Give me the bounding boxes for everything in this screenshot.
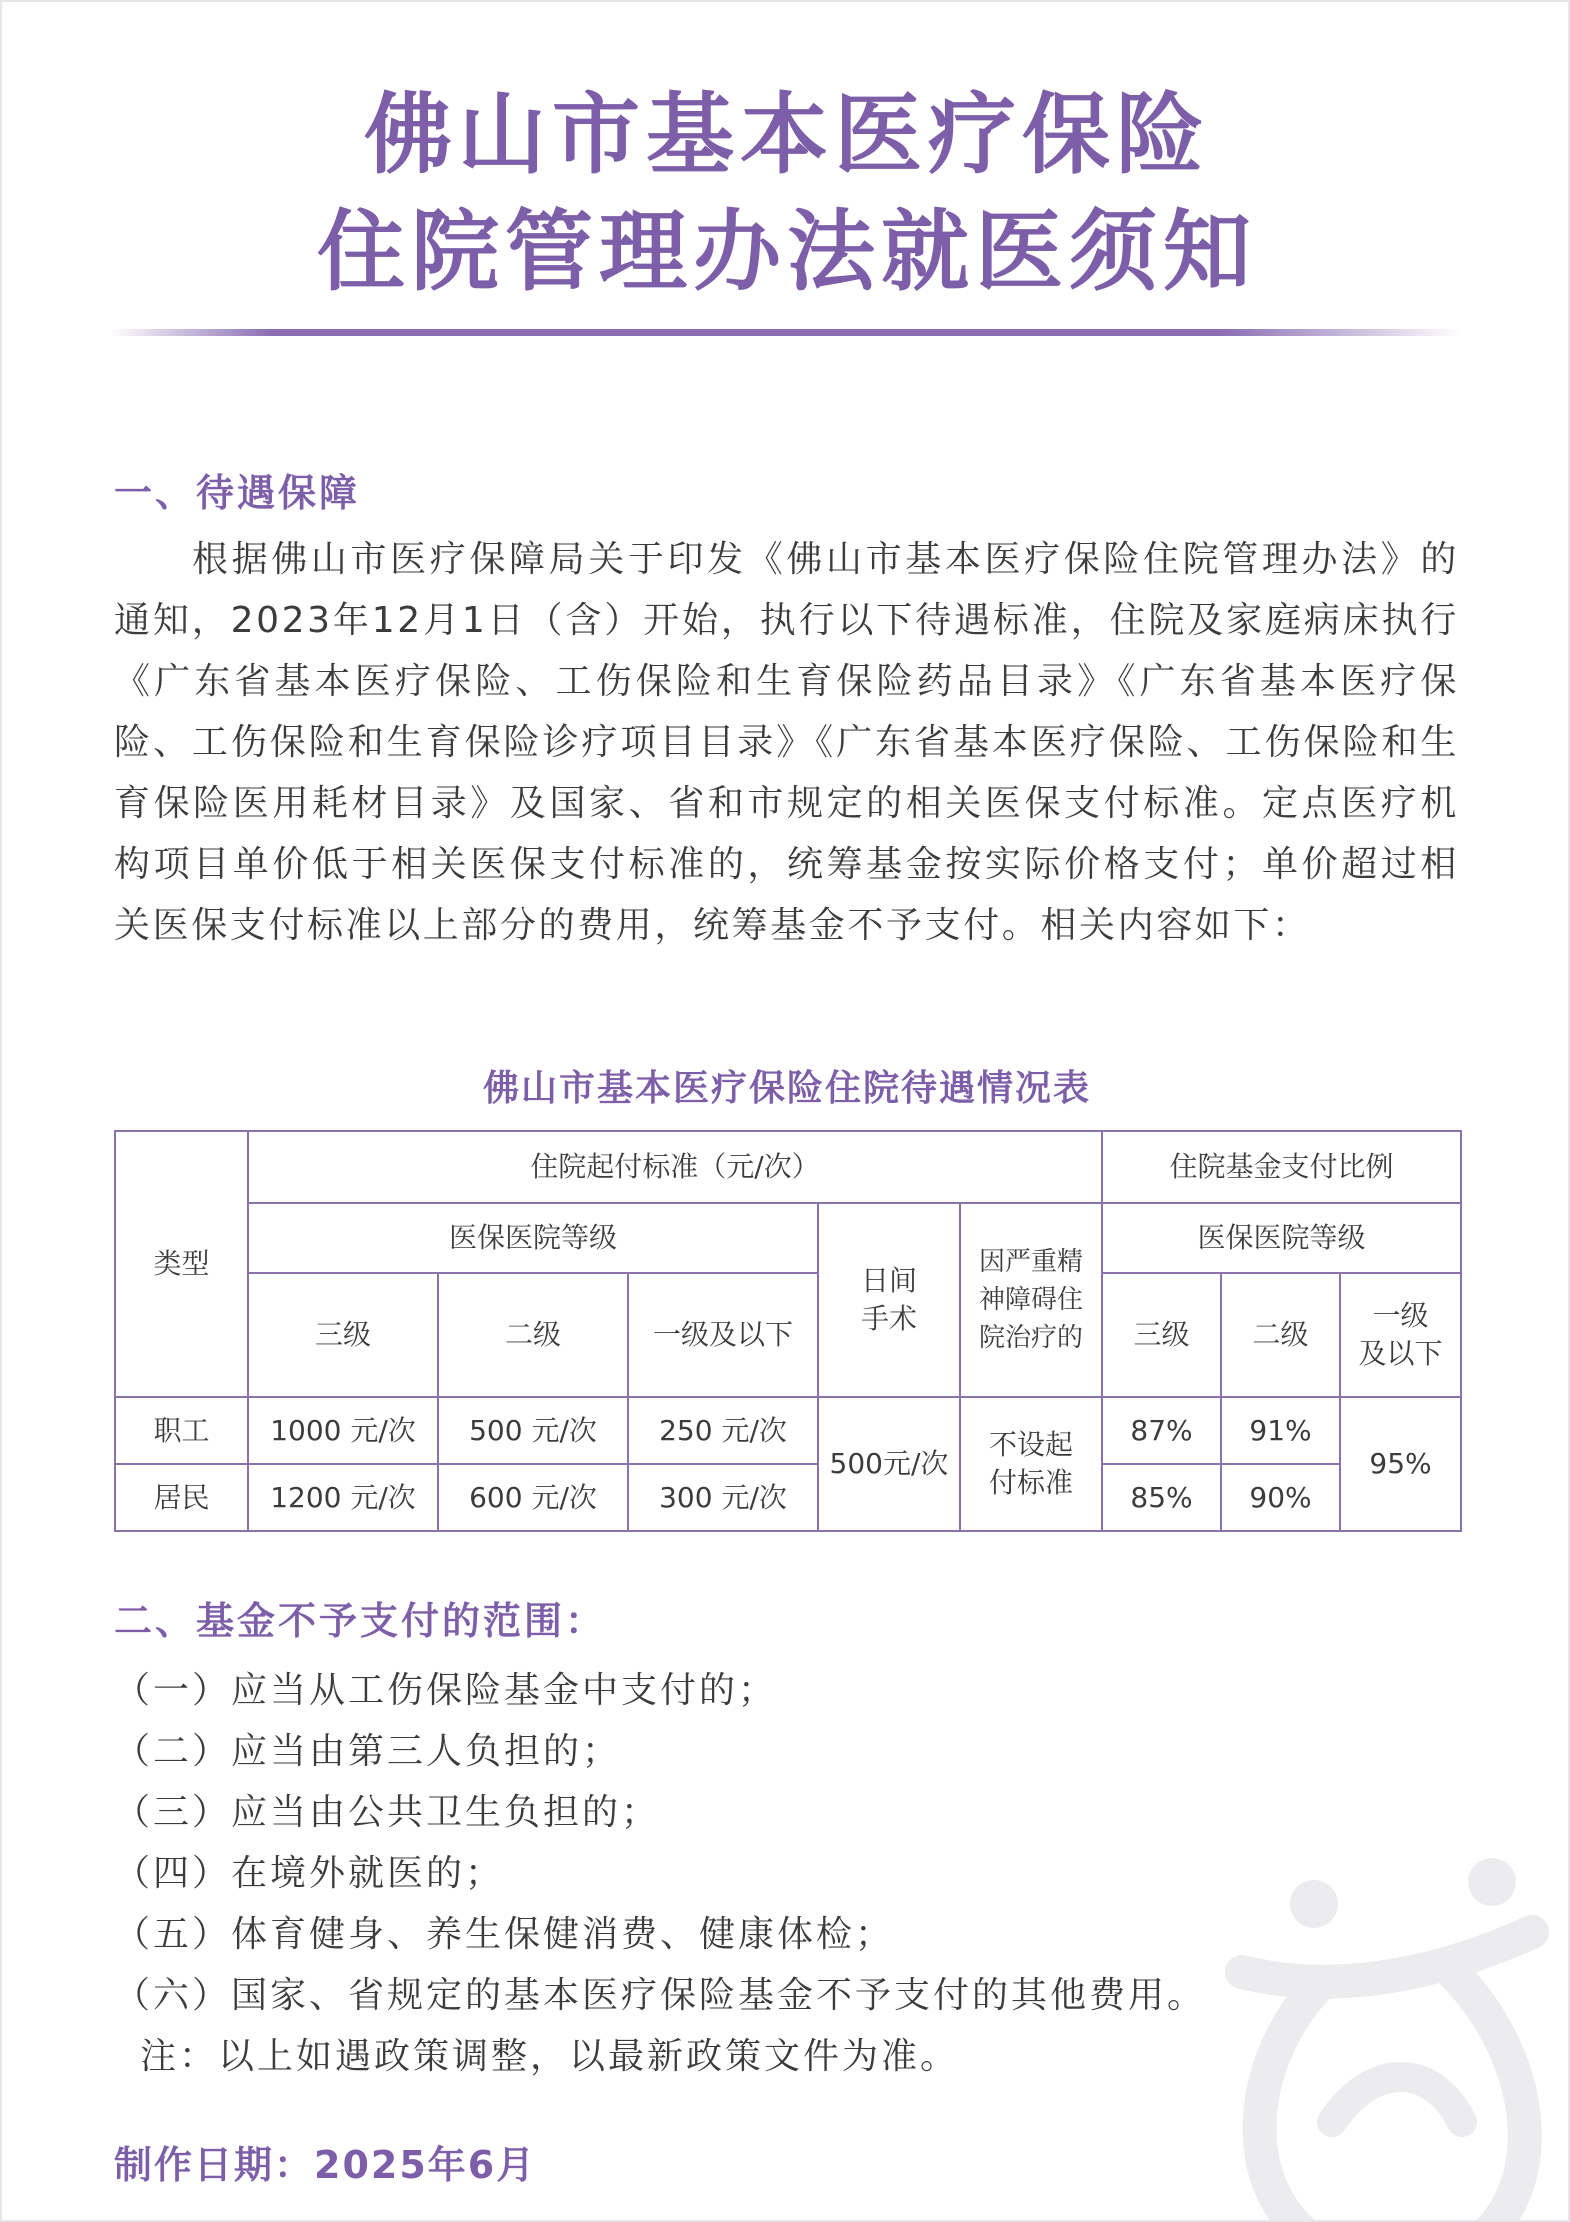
cell-deductible-level2: 500 元/次 [438,1397,628,1464]
cell-mental-disorder: 不设起 付标准 [960,1397,1102,1531]
cell-deductible-level3: 1200 元/次 [248,1464,438,1531]
header-ratio-level2: 二级 [1221,1273,1340,1397]
header-deductible-level1: 一级及以下 [628,1273,818,1397]
section1-heading: 一、待遇保障 [114,471,361,515]
cell-deductible-level1: 300 元/次 [628,1464,818,1531]
row-type: 居民 [115,1464,248,1531]
cell-deductible-level3: 1000 元/次 [248,1397,438,1464]
policy-note: 注：以上如遇政策调整，以最新政策文件为准。 [140,2036,960,2077]
cell-deductible-level2: 600 元/次 [438,1464,628,1531]
header-deductible-level2: 二级 [438,1273,628,1397]
cell-ratio-level3: 87% [1102,1397,1221,1464]
list-item: （四）在境外就医的； [114,1853,505,1894]
header-ratio-group: 住院基金支付比例 [1102,1131,1461,1203]
header-mental-disorder: 因严重精 神障碍住 院治疗的 [960,1203,1102,1397]
cell-deductible-level1: 250 元/次 [628,1397,818,1464]
row-type: 职工 [115,1397,248,1464]
header-ratio-level: 医保医院等级 [1102,1203,1461,1273]
benefits-table [114,1130,1462,1532]
watermark-logo-icon [1202,1822,1570,2222]
cell-ratio-level3: 85% [1102,1464,1221,1531]
cell-ratio-level1: 95% [1340,1397,1461,1531]
section1-body: 根据佛山市医疗保障局关于印发《佛山市基本医疗保险住院管理办法》的通知，2023年12月1日（含）开始，执行以下待遇标准，住院及家庭病床执行《广东省基本医疗保险、工伤保险和生育保险药品目录》《广东省基本医疗保险、工伤保险和生育保险诊疗项目目录》《广东省基本医疗保险、工伤保险和生育保险医用耗材目录》及国家、省和市规定的相关医保支付标准。定点医疗机构项目单价低于相关医保支付标准的，统筹基金按实际价格支付；单价超过相关医保支付标准以上部分的费用，统筹基金不予支付。相关内容如下： [114,539,1459,946]
cell-ratio-level2: 91% [1221,1397,1340,1464]
header-type: 类型 [115,1131,248,1397]
header-deductible-level3: 三级 [248,1273,438,1397]
header-deductible-level: 医保医院等级 [248,1203,818,1273]
list-item: （六）国家、省规定的基本医疗保险基金不予支付的其他费用。 [114,1975,1207,2016]
table-caption: 佛山市基本医疗保险住院待遇情况表 [482,1068,1091,1109]
list-item: （二）应当由第三人负担的； [114,1731,622,1772]
production-date: 制作日期：2025年6月 [114,2143,537,2187]
table-row [115,1464,1461,1531]
table-row [115,1397,1461,1464]
title-divider [110,329,1462,336]
header-day-surgery: 日间 手术 [818,1203,960,1397]
header-ratio-level3: 三级 [1102,1273,1221,1397]
list-item: （三）应当由公共卫生负担的； [114,1792,661,1833]
page-title-line2: 住院管理办法就医须知 [316,200,1257,303]
section2-heading: 二、基金不予支付的范围： [114,1599,607,1643]
cell-ratio-level2: 90% [1221,1464,1340,1531]
header-deductible-group: 住院起付标准（元/次） [248,1131,1102,1203]
header-ratio-level1: 一级 及以下 [1340,1273,1461,1397]
list-item: （五）体育健身、养生保健消费、健康体检； [114,1914,895,1955]
page-title-line1: 佛山市基本医疗保险 [363,83,1210,186]
cell-day-surgery: 500元/次 [818,1397,960,1531]
list-item: （一）应当从工伤保险基金中支付的； [114,1670,778,1711]
